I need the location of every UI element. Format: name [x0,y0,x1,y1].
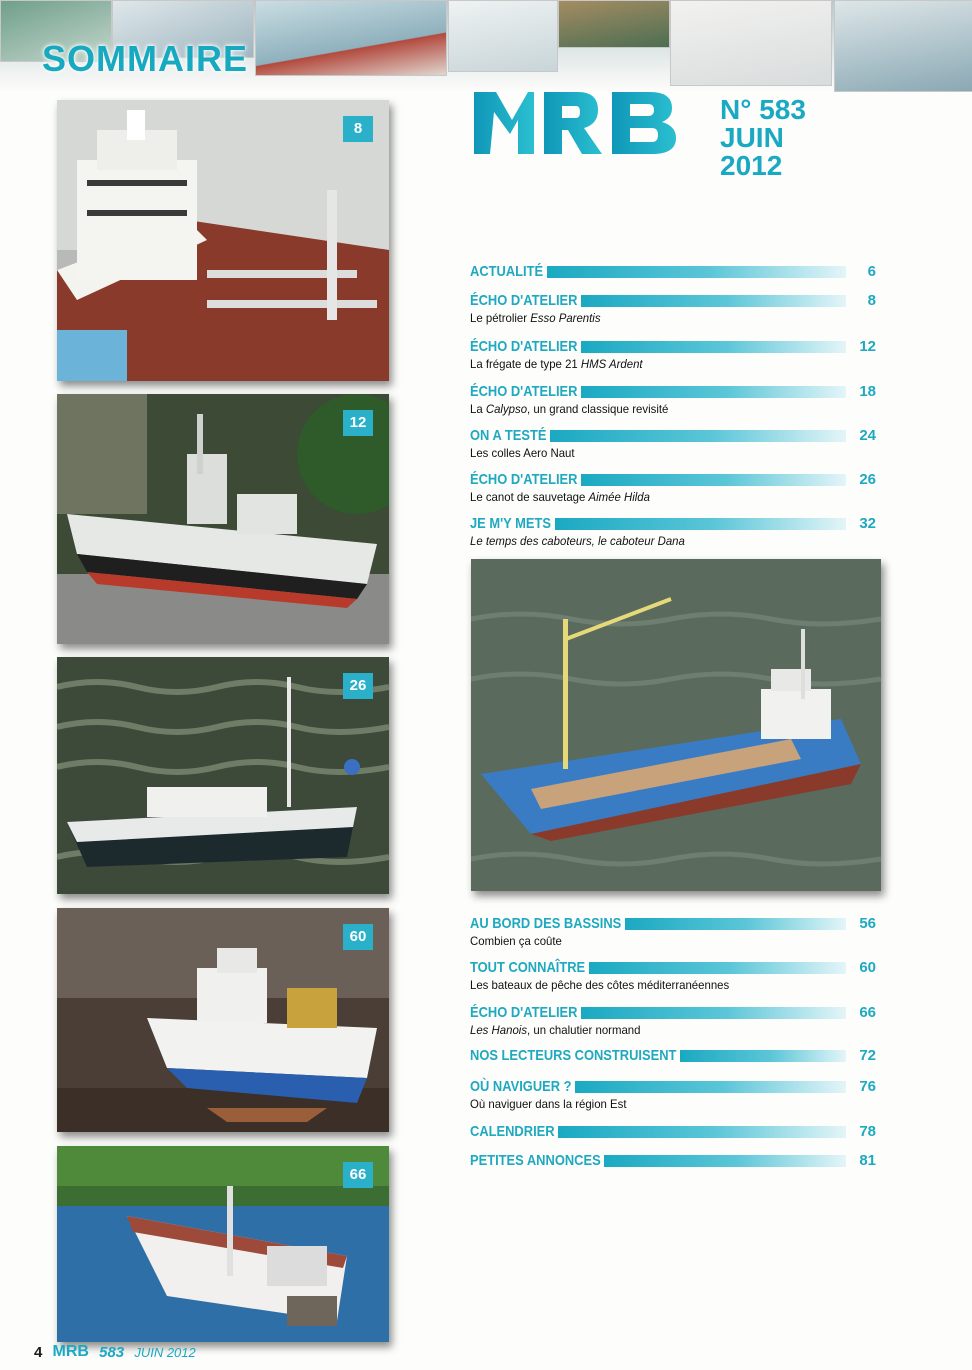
issue-month: JUIN [720,122,784,153]
toc-bar [550,430,846,442]
toc-title: ÉCHO D'ATELIER [470,338,578,355]
photo-tanker-model [57,100,389,381]
toc-page-number: 78 [859,1123,876,1140]
toc-title: AU BORD DES BASSINS [470,915,622,932]
toc-title: ÉCHO D'ATELIER [470,383,578,400]
issue-number: N° 583 [720,94,806,125]
toc-subtitle: Les Hanois, un chalutier normand [470,1023,641,1037]
toc-title: ÉCHO D'ATELIER [470,471,578,488]
page-badge: 12 [343,410,373,436]
toc-bar [555,518,846,530]
page-title: SOMMAIRE [42,38,248,79]
toc-bar [581,1007,846,1019]
toc-entry[interactable] [470,383,876,416]
toc-bar [625,918,846,930]
toc-title: NOS LECTEURS CONSTRUISENT [470,1047,677,1064]
toc-title: ÉCHO D'ATELIER [470,292,578,309]
toc-subtitle: Où naviguer dans la région Est [470,1097,627,1111]
page-badge: 60 [343,924,373,950]
footer-date: JUIN 2012 [134,1344,196,1360]
toc-title: TOUT CONNAÎTRE [470,959,586,976]
toc-bar [589,962,846,974]
toc-page-number: 72 [859,1047,876,1064]
toc-title: ACTUALITÉ [470,263,544,280]
toc-page-number: 66 [859,1004,876,1021]
issue-year: 2012 [720,150,783,181]
photo-fishing-vessel-model [57,908,389,1132]
cover-thumbnail [670,0,832,86]
toc-entry[interactable] [470,427,876,460]
toc-bar [581,295,846,307]
page-footer [34,1343,196,1361]
page-badge: 26 [343,673,373,699]
toc-bar [581,474,846,486]
toc-entry[interactable] [470,263,876,281]
toc-subtitle: Le pétrolier Esso Parentis [470,311,601,325]
toc-title: OÙ NAVIGUER ? [470,1078,572,1095]
toc-entry[interactable] [470,915,876,948]
toc-entry[interactable] [470,515,876,548]
toc-entry[interactable] [470,1152,876,1170]
page-badge: 66 [343,1162,373,1188]
toc-subtitle: Combien ça coûte [470,934,562,948]
toc-page-number: 81 [859,1152,876,1169]
toc-entry[interactable] [470,1078,876,1111]
toc-entry[interactable] [470,471,876,504]
toc-bar [558,1126,846,1138]
cover-thumbnail [834,0,972,92]
toc-subtitle: Les bateaux de pêche des côtes méditerranéennes [470,978,730,992]
toc-entry[interactable] [470,1047,876,1065]
cover-thumbnail [448,0,558,72]
photo-trawler-model [57,1146,389,1342]
toc-entry[interactable] [470,1123,876,1141]
toc-title: ÉCHO D'ATELIER [470,1004,578,1021]
toc-title: JE M'Y METS [470,515,551,532]
toc-bar [680,1050,846,1062]
footer-logo: MRB [52,1343,89,1361]
toc-title: CALENDRIER [470,1123,555,1140]
cover-thumbnail [558,0,670,48]
toc-page-number: 32 [859,515,876,532]
issue-info [720,96,806,180]
toc-subtitle: La frégate de type 21 HMS Ardent [470,357,643,371]
toc-title: PETITES ANNONCES [470,1152,601,1169]
toc-bar [604,1155,846,1167]
toc-page-number: 12 [859,338,876,355]
footer-page-number: 4 [34,1343,43,1361]
mrb-logo [474,92,684,154]
footer-issue-number: 583 [99,1343,125,1361]
toc-page-number: 24 [859,427,876,444]
toc-entry[interactable] [470,338,876,371]
toc-subtitle: Le canot de sauvetage Aimée Hilda [470,490,650,504]
toc-title: ON A TESTÉ [470,427,547,444]
toc-bar [575,1081,846,1093]
toc-page-number: 18 [859,383,876,400]
toc-page-number: 76 [859,1078,876,1095]
toc-page-number: 26 [859,471,876,488]
photo-frigate-model [57,394,389,644]
toc-subtitle: Le temps des caboteurs, le caboteur Dana [470,534,685,548]
toc-page-number: 56 [859,915,876,932]
toc-bar [547,266,846,278]
toc-subtitle: Les colles Aero Naut [470,446,575,460]
toc-page-number: 8 [867,292,876,309]
toc-bar [581,386,846,398]
photo-coaster-dana [471,559,881,891]
page-badge: 8 [343,116,373,142]
toc-entry[interactable] [470,292,876,325]
toc-bar [581,341,846,353]
toc-page-number: 6 [867,263,876,280]
photo-lifeboat-model [57,657,389,894]
toc-entry[interactable] [470,959,876,992]
cover-thumbnail [255,0,447,76]
toc-entry[interactable] [470,1004,876,1037]
toc-subtitle: La Calypso, un grand classique revisité [470,402,669,416]
toc-page-number: 60 [859,959,876,976]
